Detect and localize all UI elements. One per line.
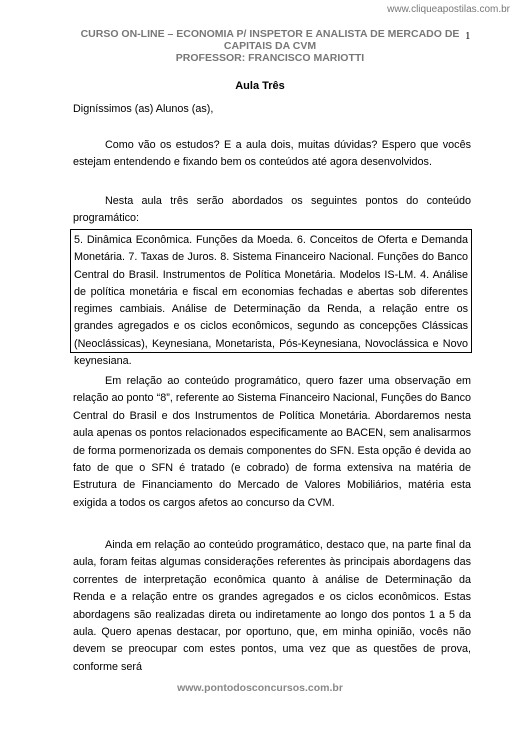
watermark-url: www.cliqueapostilas.com.br <box>387 4 510 15</box>
header-line-2: CAPITAIS DA CVM <box>223 40 317 52</box>
header-line-3: PROFESSOR: FRANCISCO MARIOTTI <box>175 52 365 64</box>
syllabus-box: 5. Dinâmica Econômica. Funções da Moeda. 6. Conceitos de Oferta e Demanda Monetária. 7. Taxas de Juros. 8. Sistema Financeiro Nacional. Funções do Banco Central do Brasil. Instrumentos de Política Monetária. Modelos IS-LM. 4. Análise de política monetária e fiscal em economias fechadas e abertas sob diferentes regimes cambiais. Análise de Determinação da Renda, a relação entre os grandes agregados e os ciclos econômicos, segundo as concepções Clássicas (Neoclássicas), Keynesiana, Monetarista, Pós-Keynesiana, Novoclássica e Novo keynesiana. <box>70 229 472 353</box>
greeting: Digníssimos (as) Alunos (as), <box>73 103 214 115</box>
header-line-1: CURSO ON-LINE – ECONOMIA P/ INSPETOR E ANALISTA DE MERCADO DE <box>80 28 460 40</box>
course-header <box>70 28 470 64</box>
paragraph-4: Ainda em relação ao conteúdo programático, destaco que, na parte final da aula, foram feitas algumas considerações referentes às principais abordagens das correntes de interpretação econômica quanto à análise de Determinação da Renda e a relação entre os grandes agregados e os ciclos econômicos. Estas abordagens são realizadas direta ou indiretamente ao longo dos pontos 1 a 5 da aula. Quero apenas destacar, por oportuno, que, em minha opinião, vocês não devem se preocupar com estes pontos, uma vez que as questões de prova, conforme será <box>73 539 471 673</box>
page-number: 1 <box>465 30 471 42</box>
footer-url: www.pontodosconcursos.com.br <box>177 682 343 694</box>
paragraph-2: Nesta aula três serão abordados os seguintes pontos do conteúdo programático: <box>73 195 471 225</box>
paragraph-3: Em relação ao conteúdo programático, quero fazer uma observação em relação ao ponto “8”, referente ao Sistema Financeiro Nacional, Funções do Banco Central do Brasil e dos Instrumentos de Política Monetária. Abordaremos nesta aula apenas os pontos relacionados especificamente ao BACEN, sem analisarmos de forma pormenorizada os demais componentes do SFN. Esta opção é devida ao fato de que o SFN é tratado (e cobrado) de forma extensiva na matéria de Estrutura de Financiamento do Mercado de Valores Mobiliários, matéria esta exigida a todos os cargos afetos ao concurso da CVM. <box>73 375 471 509</box>
paragraph-1: Como vão os estudos? E a aula dois, muitas dúvidas? Espero que vocês estejam entendendo e fixando bem os conteúdos até agora desenvolvidos. <box>73 139 471 169</box>
page-title: Aula Três <box>235 80 285 92</box>
